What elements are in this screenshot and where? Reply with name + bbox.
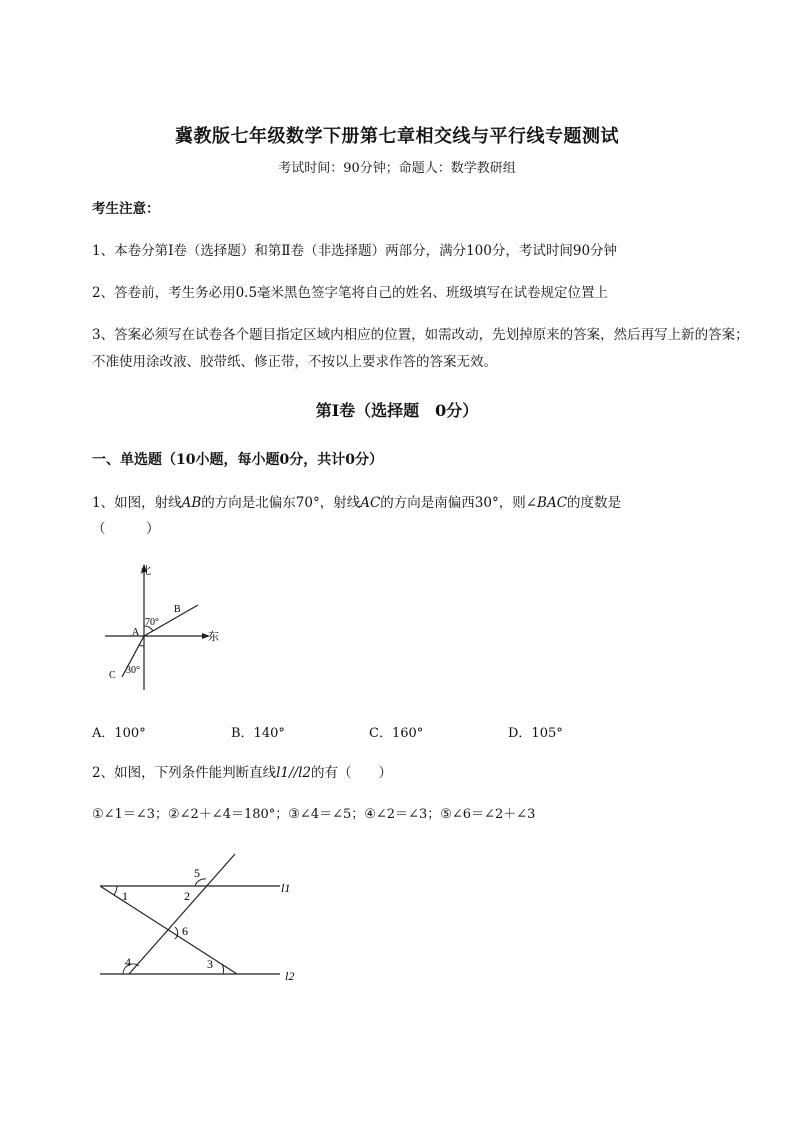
section-title: 第I卷（选择题 0分） [315, 401, 479, 420]
angle-2-label: 2 [184, 889, 190, 903]
angle-3-label: 3 [207, 957, 213, 971]
q2-text-pre: 2、如图，下列条件能判断直线 [92, 765, 277, 781]
angle-4-label: 4 [125, 955, 131, 969]
notice-item-3: 3、答案必须写在试卷各个题目指定区域内相应的位置，如需改动，先划掉原来的答案，然后再写上新的答案；不准使用涂改液、胶带纸、修正带，不按以上要求作答的答案无效。 [92, 327, 749, 370]
part-heading: 一、单选题（10小题，每小题0分，共计0分） [92, 452, 383, 468]
q2-figure [95, 848, 310, 988]
q2-conditions: ①∠1＝∠3；②∠2＋∠4＝180°；③∠4＝∠5；④∠2＝∠3；⑤∠6＝∠2＋∠3 [92, 807, 536, 822]
q1-option-b: B．140° [231, 726, 285, 741]
angle-5-label: 5 [194, 866, 200, 880]
page-title: 冀教版七年级数学下册第七章相交线与平行线专题测试 [175, 126, 619, 147]
angle-6-label: 6 [182, 924, 188, 938]
q1-option-c: C．160° [369, 726, 424, 741]
q1-text-pre: 1、如图，射线 [92, 495, 182, 511]
q2-text-post: 的有（ ） [311, 765, 393, 781]
angle-30-arc [139, 645, 144, 646]
q1-text-mid1: 的方向是北偏东70°，射线 [201, 495, 361, 511]
angle-70-label: 70° [145, 617, 159, 628]
q1-ray-ab: AB [181, 495, 202, 511]
angle-1-arc [114, 886, 117, 895]
l1-label: l1 [281, 881, 291, 895]
q1-ray-ac: AC [360, 495, 381, 511]
q2-lines: l1//l2 [276, 765, 312, 781]
north-label: 北 [140, 565, 151, 577]
notice-heading: 考生注意： [92, 201, 160, 217]
east-label: 东 [208, 631, 219, 643]
l2-label: l2 [285, 969, 295, 983]
point-c-label: C [109, 670, 116, 681]
angle-1-label: 1 [122, 889, 128, 903]
notice-item-1: 1、本卷分第I卷（选择题）和第Ⅱ卷（非选择题）两部分，满分100分，考试时间90分钟 [92, 243, 618, 259]
q1-answer-paren: （ ） [92, 521, 160, 537]
point-b-label: B [174, 604, 181, 615]
exam-info: 考试时间：90分钟；命题人：数学教研组 [278, 161, 516, 176]
question-2-text [92, 760, 752, 786]
angle-6-arc [175, 927, 178, 939]
transversal-2 [129, 854, 235, 974]
angle-30-label: 30° [126, 665, 140, 676]
notice-item-2: 2、答卷前，考生务必用0.5毫米黑色签字笔将自己的姓名、班级填写在试卷规定位置上 [92, 285, 609, 301]
point-a-label: A [132, 627, 140, 638]
q1-option-a: A．100° [92, 726, 146, 741]
question-1-text [92, 490, 752, 516]
q1-text-post: 的度数是 [567, 495, 622, 511]
q1-option-d: D．105° [508, 726, 563, 741]
q1-angle-bac: BAC [537, 495, 568, 511]
q1-text-mid2: 的方向是南偏西30°，则∠ [380, 495, 538, 511]
q1-figure [95, 560, 235, 695]
